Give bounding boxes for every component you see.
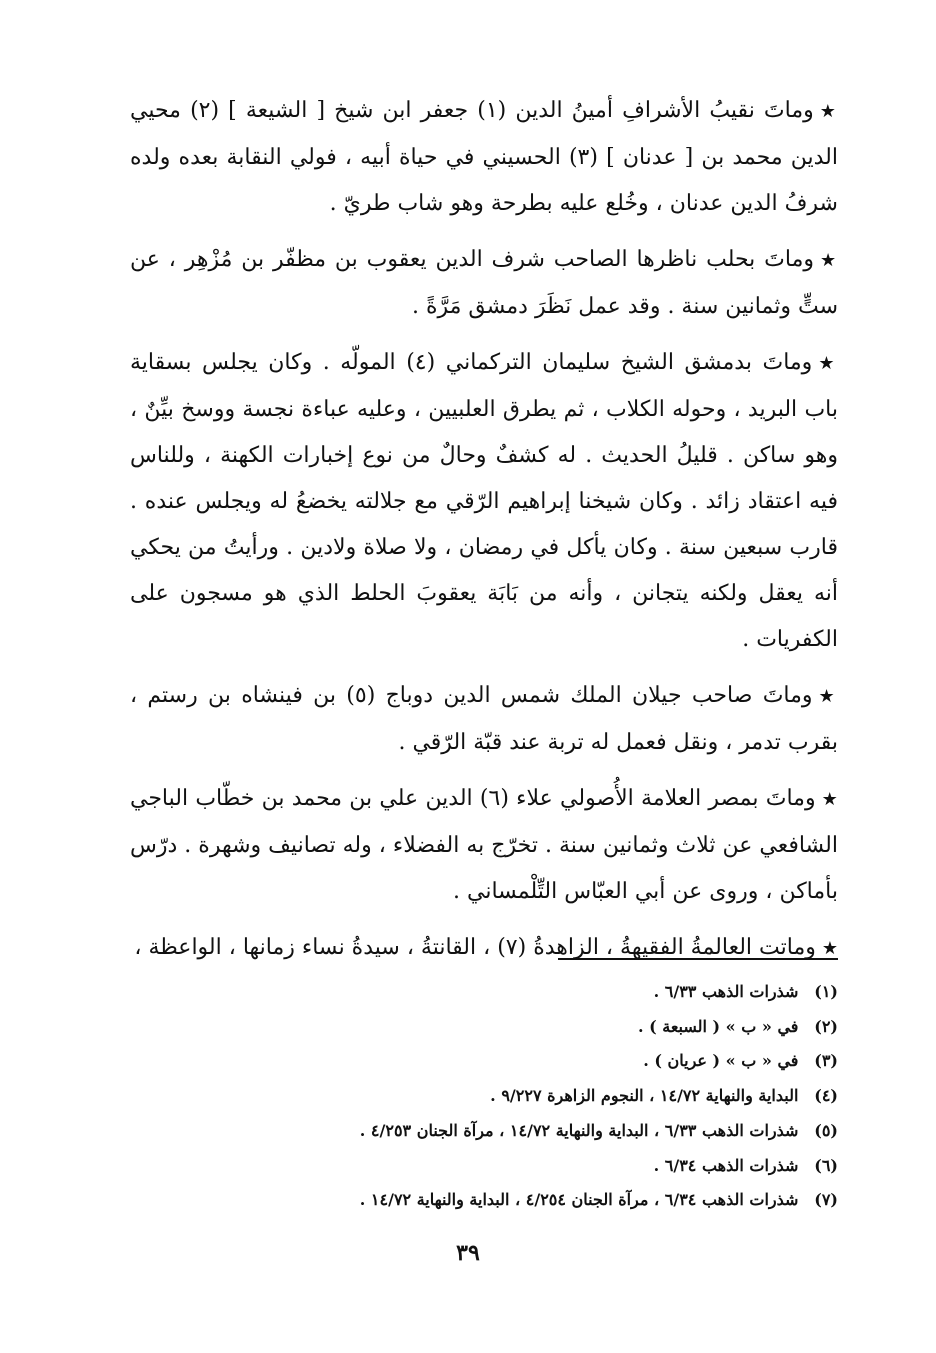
paragraph-5: ★وماتَ بمصر العلامة الأُصولي علاء (٦) الدين علي بن محمد بن خطّاب الباجي الشافعي عن ثلاث وثمانين سنة . تخرّج به الفضلاء ، وله تصانيف وشهرة . درّس بأماكن ، وروى عن أبي العبّاس التِّلْمساني .: [130, 786, 838, 904]
star-icon: ★: [821, 789, 838, 810]
footnote-number: (٤): [814, 1086, 838, 1106]
paragraph-6: ★وماتت العالمةُ الفقيهةُ ، الزاهدةُ (٧) ، القانتةُ ، سيدةُ نساء زمانها ، الواعظة ،: [134, 935, 838, 960]
star-icon: ★: [819, 101, 839, 122]
footnote-6: [130, 1149, 838, 1184]
footnote-number: (٢): [814, 1016, 838, 1036]
footnotes: [130, 975, 838, 1218]
star-icon: ★: [818, 686, 838, 707]
footnote-text: في « ب » ( السبعة ) .: [637, 1016, 799, 1036]
star-icon: ★: [820, 250, 839, 271]
footnote-number: (٦): [814, 1155, 838, 1175]
footnote-7: [130, 1183, 838, 1218]
footnote-text: شذرات الذهب ٦/٣٤ .: [653, 1155, 799, 1175]
footnote-text: شذرات الذهب ٦/٣٣ .: [653, 982, 799, 1001]
paragraph-1: ★وماتَ نقيبُ الأشرافِ أمينُ الدين (١) جعفر ابن شيخ [ الشيعة ] (٢) محيي الدين محمد بن [ عدنان ] (٣) الحسيني في حياة أبيه ، فولي النقابة بعده ولده شرفُ الدين عدنان ، وخُلع عليه بطرحة وهو شاب طريّ .: [130, 98, 839, 216]
star-icon: ★: [818, 353, 838, 374]
footnote-number: (٣): [814, 1051, 838, 1071]
footnote-number: (١): [814, 982, 838, 1001]
footnote-3: [130, 1044, 838, 1079]
footnote-text: شذرات الذهب ٦/٣٣ ، البداية والنهاية ١٤/٧٢ ، مرآة الجنان ٤/٢٥٣ .: [359, 1120, 799, 1140]
footnote-5: [130, 1114, 838, 1149]
footnote-text: في « ب » ( عريان ) .: [643, 1051, 799, 1071]
footnote-text: شذرات الذهب ٦/٣٤ ، مرآة الجنان ٤/٢٥٤ ، البداية والنهاية ١٤/٧٢ .: [359, 1190, 799, 1210]
star-icon: ★: [821, 938, 838, 959]
footnote-2: [130, 1010, 838, 1045]
footnote-text: البداية والنهاية ١٤/٧٢ ، النجوم الزاهرة ٩/٢٢٧ .: [490, 1086, 799, 1106]
footnote-1: [130, 975, 838, 1010]
footnote-4: [130, 1079, 838, 1114]
footnote-number: (٧): [814, 1190, 838, 1210]
footnote-separator: [558, 958, 838, 960]
paragraph-3: ★وماتَ بدمشق الشيخ سليمان التركماني (٤) المولّه . وكان يجلس بسقاية باب البريد ، وحوله الكلاب ، ثم يطرق العلبيين ، وعليه عباءة نجسة ووسخ بيِّنٌ ، وهو ساكن . قليلُ الحديث . له كشفٌ وحالٌ من نوع إخبارات الكهنة ، وللناس فيه اعتقاد زائد . وكان شيخنا إبراهيم الرّقي مع جلالته يخضعُ له ويجلس عنده . قارب سبعين سنة . وكان يأكل في رمضان ، ولا صلاة ولادين . ورأيتُ من يحكي أنه يعقل ولكنه يتجانن ، وأنه من بَابَة يعقوبَ الحلط الذي هو مسجون على الكفريات .: [130, 350, 838, 652]
paragraph-4: ★وماتَ صاحب جيلان الملك شمس الدين دوباج (٥) بن فينشاه بن رستم ، بقرب تدمر ، ونقل فعمل له تربة عند قبّة الرّقي .: [130, 683, 838, 755]
page-number: ٣٩: [456, 1240, 480, 1266]
paragraph-2: ★وماتَ بحلب ناظرها الصاحب شرف الدين يعقوب بن مظفّر بن مُزْهِر ، عن ستٍّ وثمانين سنة . وقد عمل نَظَرَ دمشق مَرَّةً .: [130, 247, 839, 319]
footnote-number: (٥): [814, 1120, 838, 1140]
main-text: [130, 88, 838, 982]
